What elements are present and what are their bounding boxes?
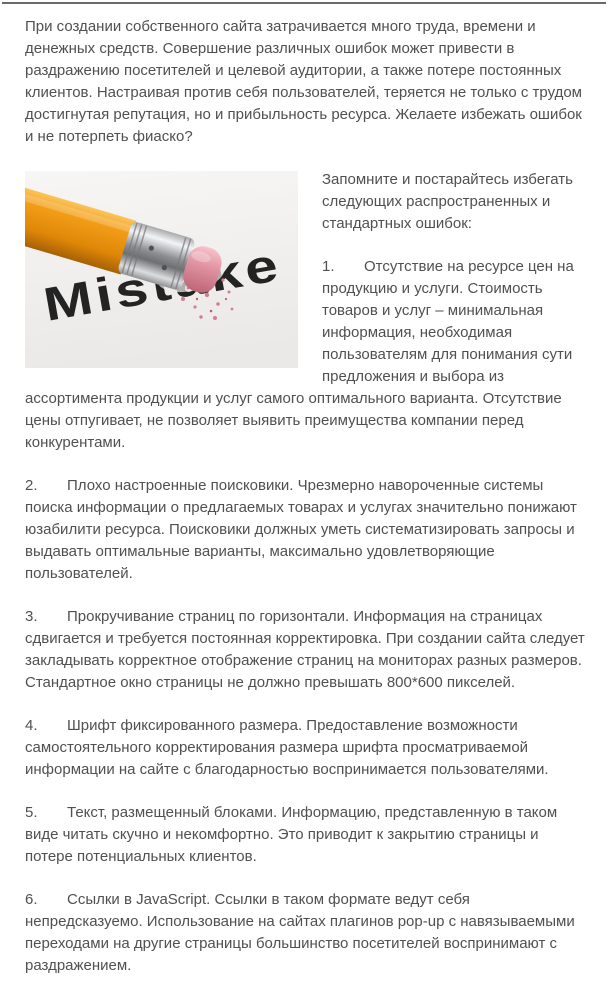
lead-in-paragraph: Запомните и постарайтесь избегать следующих распространенных и стандартных ошибок:: [322, 171, 573, 232]
item-5-text: Текст, размещенный блоками. Информацию, представленную в таком виде читать скучно и некомфортно. Это приводит к закрытию страницы и потере потенциальных клиентов.: [25, 804, 558, 865]
pencil-eraser-photo: [25, 171, 298, 368]
mistake-item-3: [25, 606, 588, 694]
item-1-number: 1.: [322, 258, 335, 275]
article-body: [25, 169, 588, 454]
item-6-text: Ссылки в JavaScript. Ссылки в таком формате ведут себя непредсказуемо. Использование на сайтах плагинов pop-up с навязываемыми переходами на другие страницы большинство посетителей воспринимают с раздражением.: [25, 891, 575, 974]
item-4-number: 4.: [25, 717, 38, 734]
article-content: [0, 16, 610, 987]
mistake-item-2: [25, 475, 588, 585]
item-4-text: Шрифт фиксированного размера. Предоставление возможности самостоятельного корректирования размера шрифта просматриваемой информации на сайте с благодарностью воспринимается пользователями.: [25, 717, 549, 778]
item-2-text: Плохо настроенные поисковики. Чрезмерно навороченные системы поиска информации о предлагаемых товарах и услугах значительно понижают юзабилити ресурса. Поисковики должных уметь систематизировать запросы и выдавать оптимальные варианты, максимально удовлетворяющие пользователей.: [25, 477, 577, 582]
item-1-text: Отсутствие на ресурсе цен на продукцию и услуги. Стоимость товаров и услуг – минимальная информация, необходимая пользователям для понимания сути предложения и выбора из ассортимента продукции и услуг самого оптимального варианта. Отсутствие цены отпугивает, не позволяет выявить преимущества компании перед конкурентами.: [25, 258, 574, 451]
mistake-item-4: [25, 715, 588, 781]
mistake-item-5: [25, 802, 588, 868]
item-3-number: 3.: [25, 608, 38, 625]
item-5-number: 5.: [25, 804, 38, 821]
top-divider: [2, 2, 606, 4]
article-page: [0, 2, 610, 987]
mistake-item-6: [25, 889, 588, 977]
item-6-number: 6.: [25, 891, 38, 908]
intro-paragraph: При создании собственного сайта затрачивается много труда, времени и денежных средств. Совершение различных ошибок может привести в раздражению посетителей и целевой аудитории, а также потере постоянных клиентов. Настраивая против себя пользователей, теряется не только с трудом достигнутая репутация, но и прибыльность ресурса. Желаете избежать ошибок и не потерпеть фиаско?: [25, 18, 582, 145]
item-2-number: 2.: [25, 477, 38, 494]
item-3-text: Прокручивание страниц по горизонтали. Информация на страницах сдвигается и требуется постоянная корректировка. При создании сайта следует закладывать корректное отображение страниц на мониторах разных размеров. Стандартное окно страницы не должно превышать 800*600 пикселей.: [25, 608, 585, 691]
mistake-word: Mistake: [39, 245, 240, 331]
